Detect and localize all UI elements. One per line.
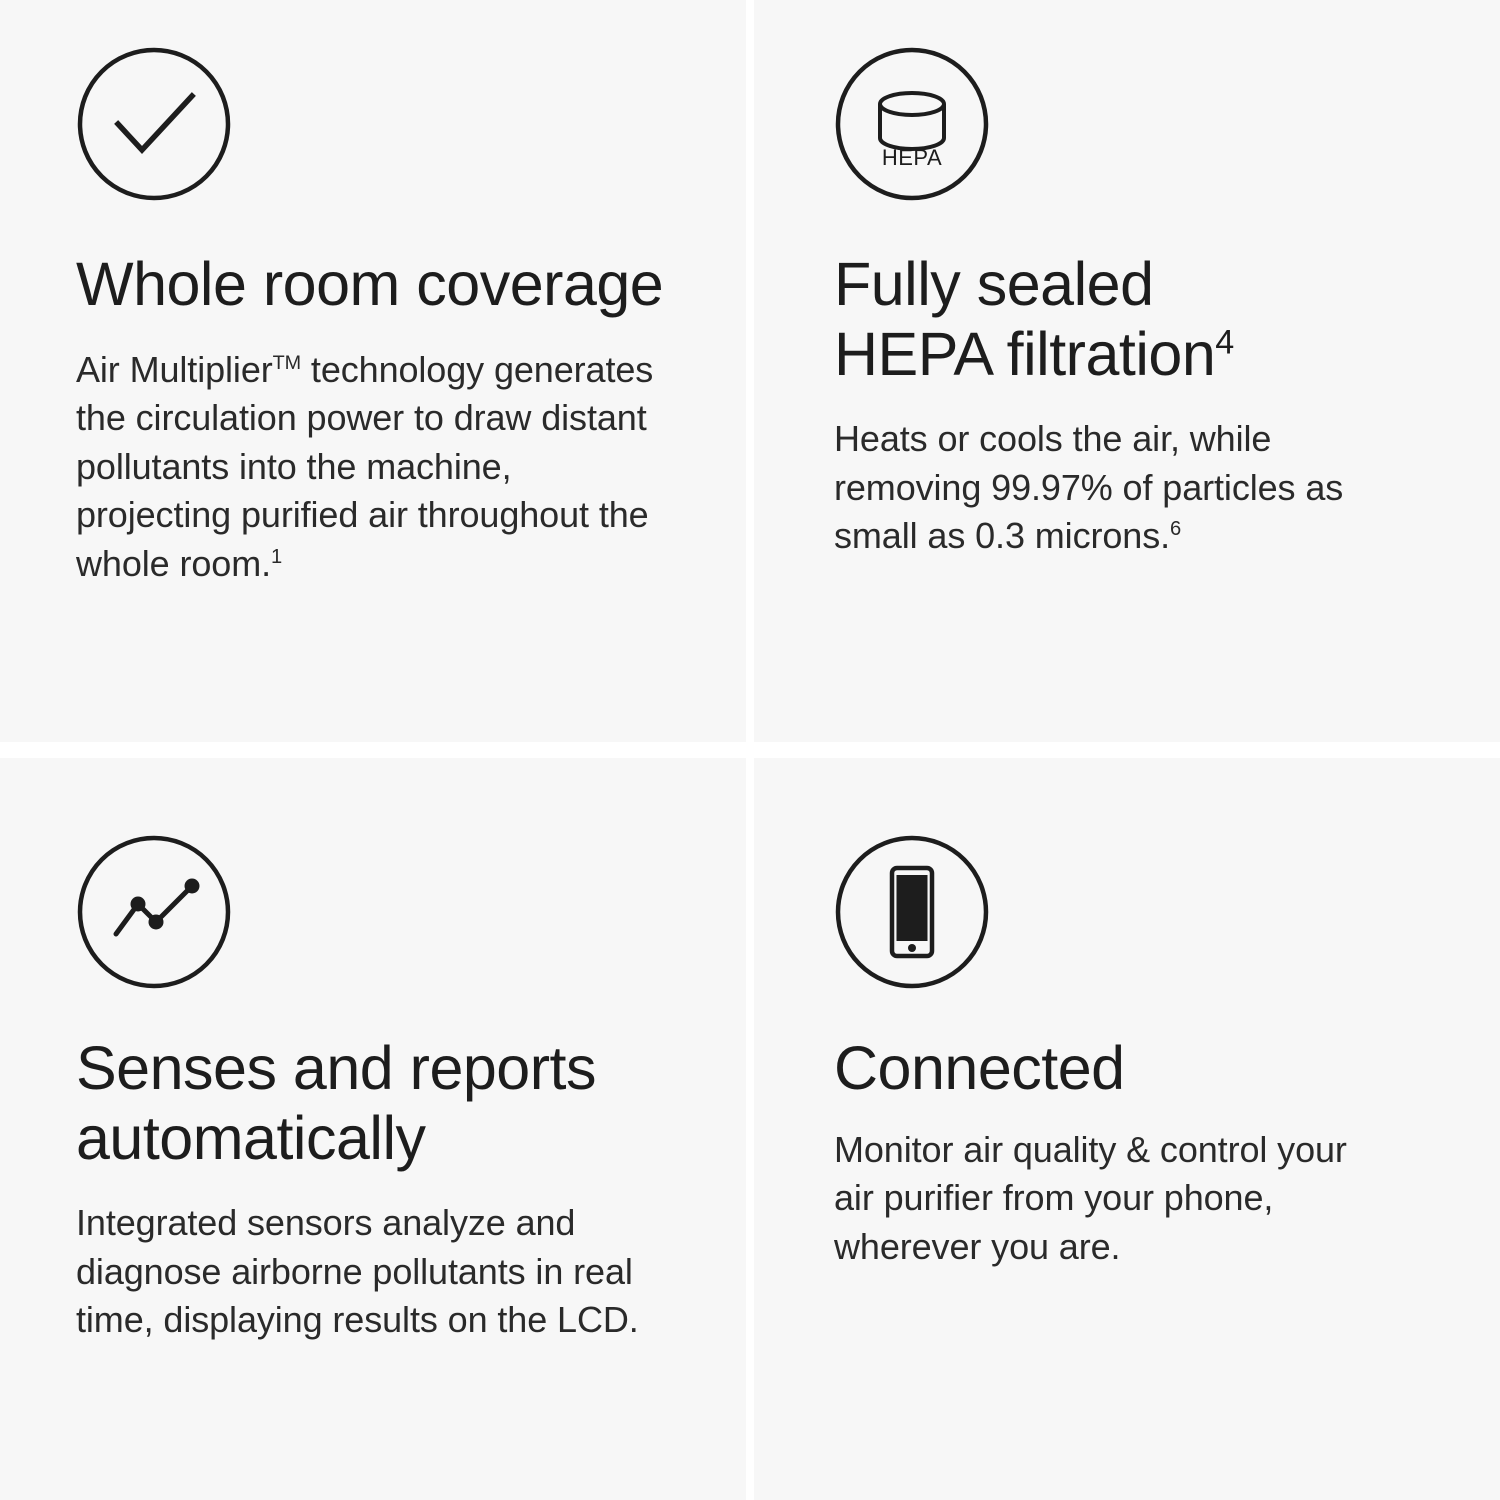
card-headline: Connected: [834, 1034, 1125, 1102]
grid-gutter-vertical-bottom: [746, 758, 754, 1500]
feature-card-connected: [754, 758, 1500, 1500]
grid-gutter-center: [746, 742, 754, 758]
card-headline: [834, 250, 1454, 389]
hepa-filter-circle-icon: [834, 46, 990, 202]
headline-footnote-marker: 4: [1215, 323, 1234, 362]
card-body-pre: Heats or cools the air, while removing 99.97% of particles as small as 0.3 microns.: [834, 418, 1344, 557]
grid-gutter-vertical-top: [746, 0, 754, 742]
card-body: [76, 346, 676, 589]
card-headline-line1: Fully sealed: [834, 250, 1154, 318]
card-headline-line2: HEPA filtration: [834, 319, 1216, 388]
card-body: Monitor air quality & control your air purifier from your phone, wherever you are.: [834, 1128, 1347, 1267]
feature-card-whole-room-coverage: [0, 0, 746, 742]
card-headline: Whole room coverage: [76, 250, 664, 318]
grid-gutter-horizontal-right: [754, 742, 1500, 758]
footnote-marker: 1: [270, 545, 283, 568]
feature-card-hepa-filtration: [754, 0, 1500, 742]
card-body-post: technology generates the circulation power to draw distant pollutants into the machine, projecting purified air throughout the whole room.: [76, 348, 654, 584]
card-body: Integrated sensors analyze and diagnose airborne pollutants in real time, displaying results on the LCD.: [76, 1202, 639, 1341]
trademark-mark: TM: [272, 351, 302, 374]
feature-card-senses-and-reports: [0, 758, 746, 1500]
line-chart-circle-icon: [76, 834, 232, 990]
card-body: [834, 415, 1414, 561]
smartphone-circle-icon: [834, 834, 990, 990]
card-headline: Senses and reports automatically: [76, 1034, 596, 1172]
card-body-pre: Air Multiplier: [76, 348, 273, 390]
hepa-icon-label: HEPA: [881, 145, 943, 170]
footnote-marker: 6: [1170, 518, 1182, 541]
grid-gutter-horizontal-left: [0, 742, 746, 758]
checkmark-circle-icon: [76, 46, 232, 202]
